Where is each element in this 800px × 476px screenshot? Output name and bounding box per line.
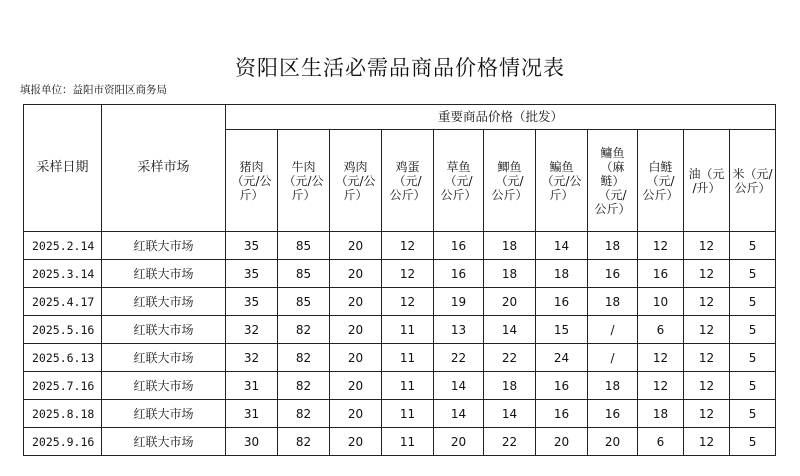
price-cell: 12 — [684, 260, 730, 288]
product-column-header — [226, 130, 278, 232]
market-cell: 红联大市场 — [102, 260, 226, 288]
price-cell: 12 — [382, 288, 434, 316]
price-cell: 12 — [684, 400, 730, 428]
price-cell: 31 — [226, 400, 278, 428]
product-column-header — [330, 130, 382, 232]
price-cell: 35 — [226, 232, 278, 260]
sample-date-cell: 2025.8.18 — [24, 400, 102, 428]
header-line: （元/ — [646, 173, 675, 188]
price-cell: 85 — [278, 260, 330, 288]
price-cell: 20 — [330, 400, 382, 428]
header-line: 白鲢 — [648, 159, 673, 174]
price-cell: 18 — [484, 232, 536, 260]
price-cell: 20 — [434, 428, 484, 456]
price-cell: 20 — [330, 288, 382, 316]
header-line: 油（元 — [688, 166, 725, 181]
price-cell: 6 — [638, 316, 684, 344]
header-line: 公斤） — [642, 187, 679, 202]
header-line: 鳙鱼 — [600, 145, 625, 160]
header-line: /升） — [692, 180, 721, 195]
price-cell: 5 — [730, 260, 776, 288]
table-row — [24, 288, 776, 316]
table-row — [24, 428, 776, 456]
price-cell: 22 — [434, 344, 484, 372]
header-line: 斤） — [291, 187, 316, 202]
header-line: （元/ — [495, 173, 524, 188]
price-table — [23, 104, 776, 456]
header-line: （元/ — [598, 187, 627, 202]
price-cell: 85 — [278, 288, 330, 316]
product-column-header — [638, 130, 684, 232]
header-line: （元/公 — [283, 173, 324, 188]
sample-date-cell: 2025.6.13 — [24, 344, 102, 372]
price-cell: 35 — [226, 260, 278, 288]
sample-date-cell: 2025.5.16 — [24, 316, 102, 344]
price-cell: 85 — [278, 232, 330, 260]
sample-date-cell: 2025.2.14 — [24, 232, 102, 260]
sample-date-cell: 2025.9.16 — [24, 428, 102, 456]
price-cell: / — [588, 316, 638, 344]
product-column-header — [484, 130, 536, 232]
price-cell: 16 — [536, 372, 588, 400]
sample-date-cell: 2025.7.16 — [24, 372, 102, 400]
product-column-header — [684, 130, 730, 232]
price-cell: 14 — [484, 400, 536, 428]
market-cell: 红联大市场 — [102, 344, 226, 372]
date-column-header: 采样日期 — [24, 105, 102, 232]
price-cell: 82 — [278, 428, 330, 456]
table-row — [24, 316, 776, 344]
header-line: （元/公 — [541, 173, 582, 188]
group-header: 重要商品价格（批发） — [226, 105, 776, 130]
product-column-header — [588, 130, 638, 232]
price-cell: 20 — [330, 232, 382, 260]
header-line: 猪肉 — [239, 159, 264, 174]
header-line: 鸡肉 — [343, 159, 368, 174]
price-cell: 5 — [730, 288, 776, 316]
price-cell: 12 — [684, 316, 730, 344]
price-cell: 12 — [382, 260, 434, 288]
header-line: 鸡蛋 — [395, 159, 420, 174]
price-cell: 5 — [730, 372, 776, 400]
price-cell: 20 — [330, 428, 382, 456]
price-cell: 12 — [638, 232, 684, 260]
price-cell: 12 — [684, 428, 730, 456]
price-cell: 32 — [226, 344, 278, 372]
market-cell: 红联大市场 — [102, 400, 226, 428]
price-cell: 20 — [330, 372, 382, 400]
header-line: 米（元/ — [732, 166, 773, 181]
price-cell: 24 — [536, 344, 588, 372]
price-cell: 16 — [588, 400, 638, 428]
price-cell: 14 — [434, 400, 484, 428]
table-row — [24, 400, 776, 428]
price-cell: 5 — [730, 428, 776, 456]
price-cell: 82 — [278, 372, 330, 400]
price-cell: 18 — [588, 372, 638, 400]
price-cell: 82 — [278, 344, 330, 372]
header-line: 公斤） — [491, 187, 528, 202]
header-line: 鲢） — [600, 173, 625, 188]
price-cell: 5 — [730, 316, 776, 344]
header-line: （元/ — [393, 173, 422, 188]
price-cell: 5 — [730, 344, 776, 372]
header-line: 公斤） — [440, 187, 477, 202]
price-cell: 32 — [226, 316, 278, 344]
price-cell: 11 — [382, 316, 434, 344]
price-cell: 22 — [484, 344, 536, 372]
header-line: 公斤） — [389, 187, 426, 202]
price-cell: 12 — [684, 344, 730, 372]
price-cell: 18 — [484, 372, 536, 400]
price-cell: 10 — [638, 288, 684, 316]
price-cell: 22 — [484, 428, 536, 456]
price-cell: 82 — [278, 316, 330, 344]
product-column-header — [536, 130, 588, 232]
price-cell: 16 — [536, 400, 588, 428]
price-cell: 19 — [434, 288, 484, 316]
table-row — [24, 344, 776, 372]
price-cell: 14 — [536, 232, 588, 260]
price-cell: 11 — [382, 428, 434, 456]
price-cell: 5 — [730, 400, 776, 428]
table-row — [24, 260, 776, 288]
product-column-header — [434, 130, 484, 232]
price-cell: 20 — [536, 428, 588, 456]
header-line: （元/公 — [335, 173, 376, 188]
market-cell: 红联大市场 — [102, 316, 226, 344]
price-cell: / — [588, 344, 638, 372]
market-cell: 红联大市场 — [102, 428, 226, 456]
header-line: 斤） — [343, 187, 368, 202]
price-cell: 18 — [484, 260, 536, 288]
product-column-header — [730, 130, 776, 232]
header-line: 鳊鱼 — [549, 159, 574, 174]
market-cell: 红联大市场 — [102, 288, 226, 316]
price-cell: 20 — [330, 316, 382, 344]
price-cell: 20 — [588, 428, 638, 456]
price-cell: 20 — [330, 260, 382, 288]
price-cell: 11 — [382, 400, 434, 428]
header-line: （元/公 — [231, 173, 272, 188]
header-line: 鲫鱼 — [497, 159, 522, 174]
header-line: 公斤） — [734, 180, 771, 195]
price-cell: 20 — [330, 344, 382, 372]
price-cell: 18 — [588, 288, 638, 316]
price-cell: 12 — [638, 372, 684, 400]
sample-date-cell: 2025.4.17 — [24, 288, 102, 316]
price-cell: 14 — [434, 372, 484, 400]
price-cell: 18 — [588, 232, 638, 260]
price-cell: 31 — [226, 372, 278, 400]
price-cell: 16 — [434, 260, 484, 288]
header-line: 草鱼 — [446, 159, 471, 174]
price-cell: 14 — [484, 316, 536, 344]
price-cell: 16 — [638, 260, 684, 288]
price-cell: 82 — [278, 400, 330, 428]
price-cell: 35 — [226, 288, 278, 316]
price-cell: 12 — [684, 232, 730, 260]
reporting-unit: 填报单位：益阳市资阳区商务局 — [20, 84, 167, 96]
market-cell: 红联大市场 — [102, 372, 226, 400]
price-cell: 5 — [730, 232, 776, 260]
market-cell: 红联大市场 — [102, 232, 226, 260]
price-cell: 6 — [638, 428, 684, 456]
price-cell: 12 — [684, 288, 730, 316]
table-row — [24, 372, 776, 400]
sample-date-cell: 2025.3.14 — [24, 260, 102, 288]
price-cell: 12 — [684, 372, 730, 400]
market-column-header: 采样市场 — [102, 105, 226, 232]
page-title: 资阳区生活必需品商品价格情况表 — [235, 56, 565, 80]
header-line: 斤） — [549, 187, 574, 202]
price-cell: 16 — [536, 288, 588, 316]
price-cell: 16 — [588, 260, 638, 288]
header-line: 斤） — [239, 187, 264, 202]
price-cell: 20 — [484, 288, 536, 316]
product-column-header — [382, 130, 434, 232]
price-cell: 30 — [226, 428, 278, 456]
price-cell: 12 — [382, 232, 434, 260]
price-cell: 11 — [382, 344, 434, 372]
price-cell: 13 — [434, 316, 484, 344]
header-line: 牛肉 — [291, 159, 316, 174]
product-column-header — [278, 130, 330, 232]
price-cell: 11 — [382, 372, 434, 400]
price-cell: 12 — [638, 344, 684, 372]
price-cell: 18 — [536, 260, 588, 288]
header-line: 公斤） — [594, 201, 631, 216]
header-line: （麻 — [600, 159, 625, 174]
price-cell: 18 — [638, 400, 684, 428]
table-row — [24, 232, 776, 260]
header-line: （元/ — [444, 173, 473, 188]
price-cell: 16 — [434, 232, 484, 260]
price-cell: 15 — [536, 316, 588, 344]
